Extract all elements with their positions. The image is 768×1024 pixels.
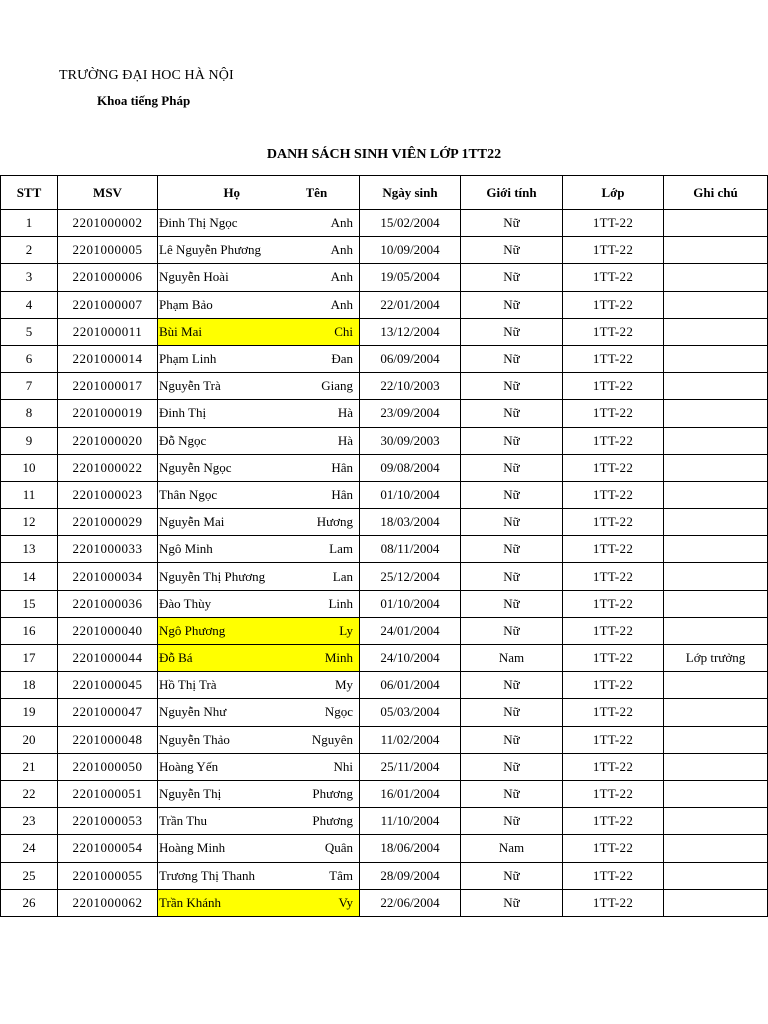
row-family-name: Đinh Thị [158, 400, 306, 427]
row-given-name: Đan [306, 345, 360, 372]
row-given-name: Minh [306, 645, 360, 672]
row-date-of-birth: 16/01/2004 [360, 780, 461, 807]
row-given-name: Ngọc [306, 699, 360, 726]
row-msv: 2201000062 [58, 889, 158, 916]
row-note [664, 536, 768, 563]
row-msv: 2201000011 [58, 318, 158, 345]
row-date-of-birth: 05/03/2004 [360, 699, 461, 726]
school-name: TRƯỜNG ĐẠI HOC HÀ NỘI [59, 68, 234, 83]
row-given-name: Ly [306, 617, 360, 644]
row-date-of-birth: 18/03/2004 [360, 509, 461, 536]
row-date-of-birth: 10/09/2004 [360, 237, 461, 264]
row-class: 1TT-22 [563, 753, 664, 780]
row-msv: 2201000044 [58, 645, 158, 672]
row-stt: 11 [1, 481, 58, 508]
row-class: 1TT-22 [563, 536, 664, 563]
row-date-of-birth: 22/01/2004 [360, 291, 461, 318]
row-family-name: Trần Khánh [158, 889, 306, 916]
row-date-of-birth: 25/12/2004 [360, 563, 461, 590]
table-row [1, 862, 768, 889]
table-row [1, 536, 768, 563]
table-row [1, 889, 768, 916]
row-gender: Nữ [461, 210, 563, 237]
row-family-name: Nguyễn Trà [158, 373, 306, 400]
row-given-name: Anh [306, 237, 360, 264]
row-date-of-birth: 28/09/2004 [360, 862, 461, 889]
row-note [664, 509, 768, 536]
row-given-name: Hân [306, 481, 360, 508]
row-family-name: Phạm Linh [158, 345, 306, 372]
row-family-name: Nguyễn Thảo [158, 726, 306, 753]
column-header-gender: Giới tính [461, 176, 563, 210]
row-msv: 2201000006 [58, 264, 158, 291]
row-date-of-birth: 19/05/2004 [360, 264, 461, 291]
row-note: Lớp trưởng [664, 645, 768, 672]
row-gender: Nữ [461, 373, 563, 400]
row-note [664, 291, 768, 318]
row-gender: Nữ [461, 454, 563, 481]
row-family-name: Trần Thu [158, 808, 306, 835]
column-header-dob: Ngày sinh [360, 176, 461, 210]
row-stt: 25 [1, 862, 58, 889]
table-row [1, 563, 768, 590]
table-row [1, 345, 768, 372]
row-gender: Nữ [461, 264, 563, 291]
row-date-of-birth: 24/01/2004 [360, 617, 461, 644]
row-gender: Nữ [461, 427, 563, 454]
table-row [1, 808, 768, 835]
row-note [664, 345, 768, 372]
table-row [1, 726, 768, 753]
row-class: 1TT-22 [563, 862, 664, 889]
faculty-name: Khoa tiếng Pháp [97, 93, 191, 108]
row-date-of-birth: 23/09/2004 [360, 400, 461, 427]
row-date-of-birth: 18/06/2004 [360, 835, 461, 862]
row-family-name: Nguyễn Thị Phương [158, 563, 306, 590]
row-given-name: Anh [306, 264, 360, 291]
row-family-name: Phạm Bảo [158, 291, 306, 318]
row-gender: Nam [461, 645, 563, 672]
row-family-name: Bùi Mai [158, 318, 306, 345]
row-class: 1TT-22 [563, 427, 664, 454]
row-stt: 4 [1, 291, 58, 318]
row-gender: Nữ [461, 780, 563, 807]
table-row [1, 400, 768, 427]
row-msv: 2201000019 [58, 400, 158, 427]
column-header-note: Ghi chú [664, 176, 768, 210]
row-given-name: Hương [306, 509, 360, 536]
column-header-ho: Họ [158, 176, 306, 210]
table-row [1, 590, 768, 617]
row-msv: 2201000047 [58, 699, 158, 726]
row-given-name: Phương [306, 808, 360, 835]
row-note [664, 672, 768, 699]
row-class: 1TT-22 [563, 264, 664, 291]
row-class: 1TT-22 [563, 889, 664, 916]
row-gender: Nam [461, 835, 563, 862]
row-gender: Nữ [461, 672, 563, 699]
row-class: 1TT-22 [563, 509, 664, 536]
row-gender: Nữ [461, 699, 563, 726]
student-list-table [0, 175, 768, 917]
row-gender: Nữ [461, 400, 563, 427]
row-class: 1TT-22 [563, 726, 664, 753]
row-gender: Nữ [461, 753, 563, 780]
row-stt: 7 [1, 373, 58, 400]
row-note [664, 454, 768, 481]
row-class: 1TT-22 [563, 563, 664, 590]
table-row [1, 835, 768, 862]
row-note [664, 427, 768, 454]
row-date-of-birth: 01/10/2004 [360, 590, 461, 617]
row-given-name: Vy [306, 889, 360, 916]
row-note [664, 481, 768, 508]
row-given-name: Lan [306, 563, 360, 590]
row-gender: Nữ [461, 318, 563, 345]
row-family-name: Trương Thị Thanh [158, 862, 306, 889]
row-note [664, 699, 768, 726]
row-given-name: Phương [306, 780, 360, 807]
row-gender: Nữ [461, 509, 563, 536]
row-gender: Nữ [461, 590, 563, 617]
row-given-name: Giang [306, 373, 360, 400]
table-row [1, 672, 768, 699]
row-given-name: Chi [306, 318, 360, 345]
row-stt: 21 [1, 753, 58, 780]
row-msv: 2201000014 [58, 345, 158, 372]
row-note [664, 862, 768, 889]
row-note [664, 808, 768, 835]
row-gender: Nữ [461, 862, 563, 889]
table-row [1, 645, 768, 672]
row-class: 1TT-22 [563, 400, 664, 427]
table-row [1, 699, 768, 726]
row-stt: 14 [1, 563, 58, 590]
row-stt: 6 [1, 345, 58, 372]
row-msv: 2201000045 [58, 672, 158, 699]
row-date-of-birth: 24/10/2004 [360, 645, 461, 672]
row-stt: 26 [1, 889, 58, 916]
row-msv: 2201000050 [58, 753, 158, 780]
row-stt: 8 [1, 400, 58, 427]
row-given-name: Hà [306, 427, 360, 454]
table-row [1, 780, 768, 807]
row-note [664, 835, 768, 862]
row-stt: 22 [1, 780, 58, 807]
row-family-name: Thân Ngọc [158, 481, 306, 508]
row-msv: 2201000051 [58, 780, 158, 807]
row-given-name: Nhi [306, 753, 360, 780]
row-date-of-birth: 08/11/2004 [360, 536, 461, 563]
row-given-name: Lam [306, 536, 360, 563]
row-stt: 18 [1, 672, 58, 699]
row-stt: 2 [1, 237, 58, 264]
row-date-of-birth: 22/06/2004 [360, 889, 461, 916]
row-note [664, 726, 768, 753]
row-family-name: Hoàng Yến [158, 753, 306, 780]
row-family-name: Đỗ Bá [158, 645, 306, 672]
row-given-name: Nguyên [306, 726, 360, 753]
row-given-name: Hân [306, 454, 360, 481]
row-gender: Nữ [461, 617, 563, 644]
row-family-name: Hoàng Minh [158, 835, 306, 862]
row-date-of-birth: 13/12/2004 [360, 318, 461, 345]
row-class: 1TT-22 [563, 645, 664, 672]
row-msv: 2201000029 [58, 509, 158, 536]
row-note [664, 590, 768, 617]
row-note [664, 617, 768, 644]
row-msv: 2201000033 [58, 536, 158, 563]
row-class: 1TT-22 [563, 672, 664, 699]
row-msv: 2201000036 [58, 590, 158, 617]
row-msv: 2201000020 [58, 427, 158, 454]
row-family-name: Đỗ Ngọc [158, 427, 306, 454]
table-row [1, 427, 768, 454]
table-header-row [1, 176, 768, 210]
row-msv: 2201000040 [58, 617, 158, 644]
row-family-name: Nguyễn Ngọc [158, 454, 306, 481]
row-note [664, 753, 768, 780]
row-family-name: Ngô Minh [158, 536, 306, 563]
row-msv: 2201000005 [58, 237, 158, 264]
row-given-name: Anh [306, 291, 360, 318]
row-given-name: Hà [306, 400, 360, 427]
column-header-ten: Tên [306, 176, 360, 210]
row-stt: 16 [1, 617, 58, 644]
row-stt: 17 [1, 645, 58, 672]
table-row [1, 509, 768, 536]
row-msv: 2201000034 [58, 563, 158, 590]
table-row [1, 753, 768, 780]
row-gender: Nữ [461, 345, 563, 372]
row-note [664, 318, 768, 345]
row-note [664, 400, 768, 427]
row-date-of-birth: 11/10/2004 [360, 808, 461, 835]
row-family-name: Nguyễn Hoài [158, 264, 306, 291]
row-gender: Nữ [461, 563, 563, 590]
column-header-msv: MSV [58, 176, 158, 210]
table-row [1, 617, 768, 644]
row-date-of-birth: 15/02/2004 [360, 210, 461, 237]
row-class: 1TT-22 [563, 835, 664, 862]
row-gender: Nữ [461, 536, 563, 563]
row-class: 1TT-22 [563, 780, 664, 807]
row-class: 1TT-22 [563, 291, 664, 318]
row-class: 1TT-22 [563, 699, 664, 726]
row-given-name: Linh [306, 590, 360, 617]
row-stt: 10 [1, 454, 58, 481]
row-date-of-birth: 01/10/2004 [360, 481, 461, 508]
row-msv: 2201000053 [58, 808, 158, 835]
row-given-name: Anh [306, 210, 360, 237]
table-row [1, 318, 768, 345]
row-gender: Nữ [461, 291, 563, 318]
row-stt: 3 [1, 264, 58, 291]
row-note [664, 889, 768, 916]
row-class: 1TT-22 [563, 237, 664, 264]
row-note [664, 563, 768, 590]
row-msv: 2201000022 [58, 454, 158, 481]
table-row [1, 264, 768, 291]
document-title: DANH SÁCH SINH VIÊN LỚP 1TT22 [266, 147, 502, 162]
row-class: 1TT-22 [563, 345, 664, 372]
row-date-of-birth: 06/01/2004 [360, 672, 461, 699]
row-date-of-birth: 11/02/2004 [360, 726, 461, 753]
row-gender: Nữ [461, 726, 563, 753]
row-gender: Nữ [461, 237, 563, 264]
row-note [664, 373, 768, 400]
table-row [1, 481, 768, 508]
row-date-of-birth: 25/11/2004 [360, 753, 461, 780]
row-class: 1TT-22 [563, 454, 664, 481]
row-date-of-birth: 22/10/2003 [360, 373, 461, 400]
row-msv: 2201000054 [58, 835, 158, 862]
row-family-name: Nguyễn Như [158, 699, 306, 726]
row-msv: 2201000023 [58, 481, 158, 508]
row-class: 1TT-22 [563, 590, 664, 617]
row-gender: Nữ [461, 481, 563, 508]
table-row [1, 210, 768, 237]
row-family-name: Nguyễn Mai [158, 509, 306, 536]
row-family-name: Đinh Thị Ngọc [158, 210, 306, 237]
row-stt: 15 [1, 590, 58, 617]
row-class: 1TT-22 [563, 481, 664, 508]
row-gender: Nữ [461, 889, 563, 916]
row-family-name: Lê Nguyễn Phương [158, 237, 306, 264]
table-body [1, 210, 768, 917]
row-gender: Nữ [461, 808, 563, 835]
row-stt: 13 [1, 536, 58, 563]
row-family-name: Đào Thùy [158, 590, 306, 617]
row-class: 1TT-22 [563, 808, 664, 835]
row-note [664, 780, 768, 807]
row-msv: 2201000055 [58, 862, 158, 889]
row-stt: 9 [1, 427, 58, 454]
row-note [664, 237, 768, 264]
row-given-name: Quân [306, 835, 360, 862]
row-class: 1TT-22 [563, 210, 664, 237]
row-family-name: Nguyễn Thị [158, 780, 306, 807]
table-row [1, 454, 768, 481]
row-family-name: Ngô Phương [158, 617, 306, 644]
row-date-of-birth: 30/09/2003 [360, 427, 461, 454]
row-stt: 23 [1, 808, 58, 835]
row-note [664, 264, 768, 291]
table-row [1, 237, 768, 264]
column-header-class: Lớp [563, 176, 664, 210]
row-class: 1TT-22 [563, 373, 664, 400]
row-given-name: My [306, 672, 360, 699]
row-date-of-birth: 09/08/2004 [360, 454, 461, 481]
table-row [1, 291, 768, 318]
row-note [664, 210, 768, 237]
row-stt: 12 [1, 509, 58, 536]
row-family-name: Hồ Thị Trà [158, 672, 306, 699]
row-class: 1TT-22 [563, 617, 664, 644]
row-class: 1TT-22 [563, 318, 664, 345]
row-stt: 24 [1, 835, 58, 862]
row-date-of-birth: 06/09/2004 [360, 345, 461, 372]
row-stt: 5 [1, 318, 58, 345]
row-msv: 2201000007 [58, 291, 158, 318]
row-given-name: Tâm [306, 862, 360, 889]
row-stt: 1 [1, 210, 58, 237]
column-header-stt: STT [1, 176, 58, 210]
row-msv: 2201000048 [58, 726, 158, 753]
row-msv: 2201000017 [58, 373, 158, 400]
row-stt: 20 [1, 726, 58, 753]
row-stt: 19 [1, 699, 58, 726]
table-row [1, 373, 768, 400]
row-msv: 2201000002 [58, 210, 158, 237]
